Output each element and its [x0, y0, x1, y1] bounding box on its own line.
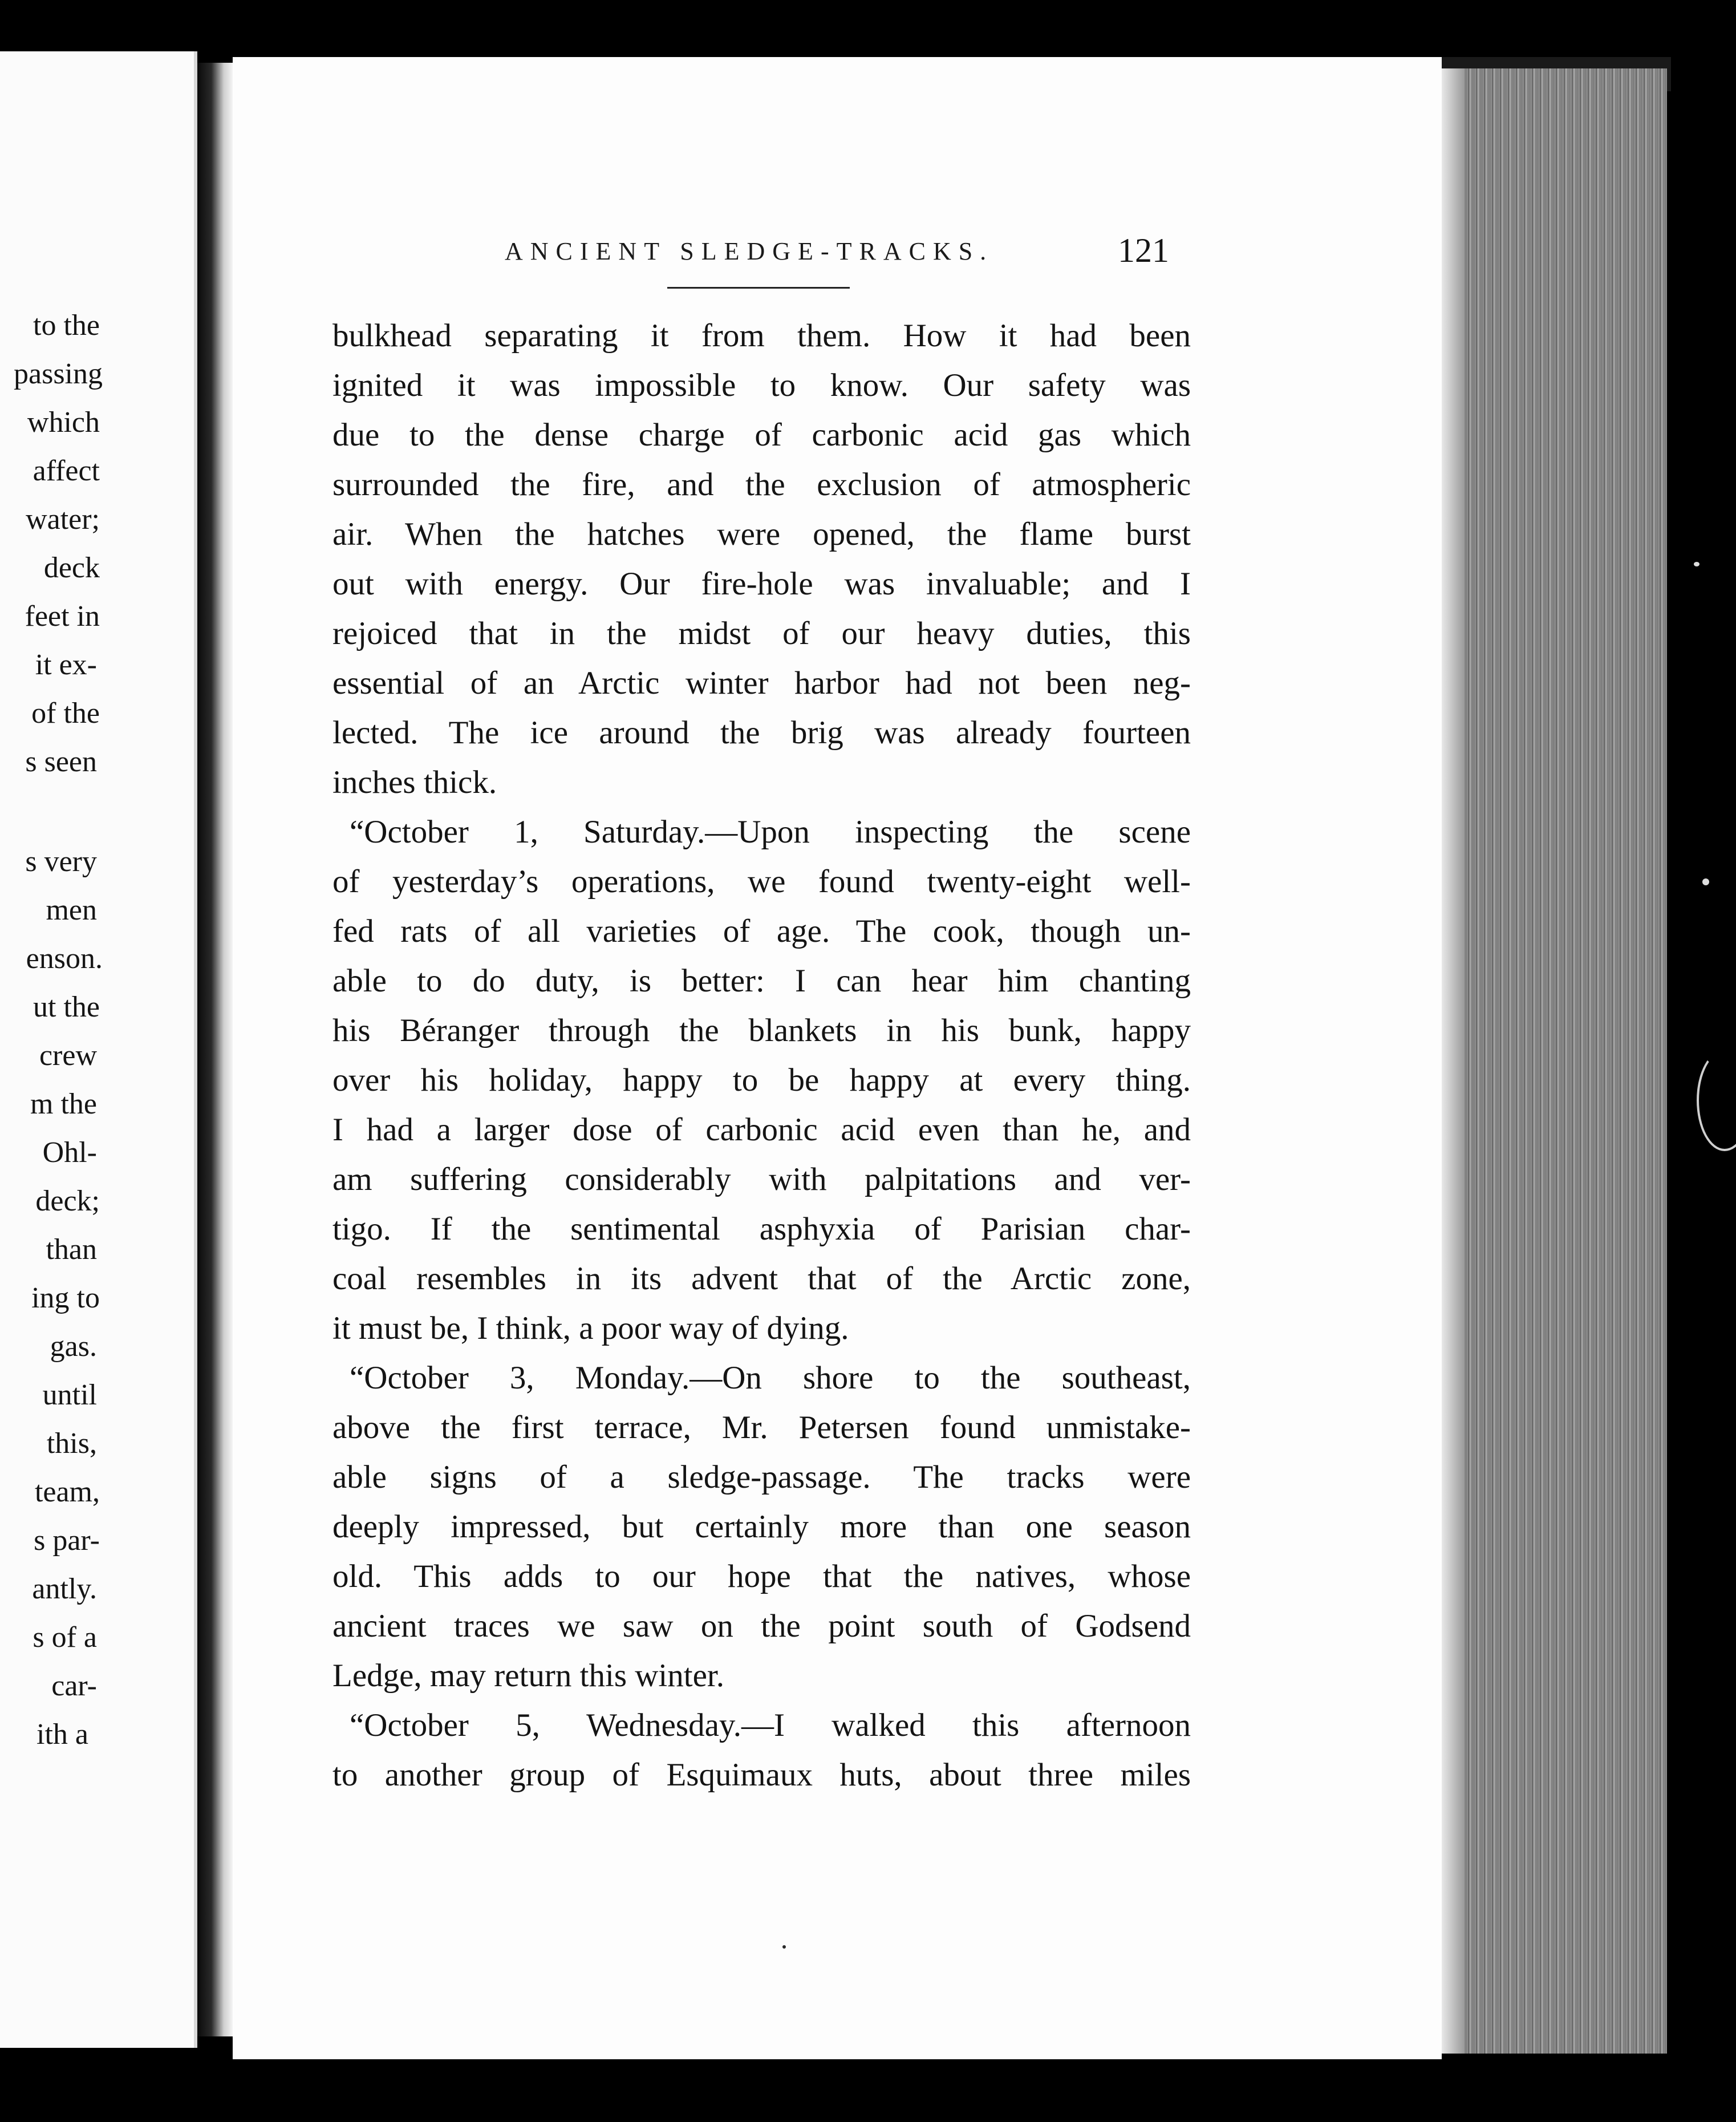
left-page-line: s of a [33, 1621, 97, 1654]
text-line: deeply impressed, but certainly more than one season [332, 1509, 1191, 1545]
left-page-line: to the [33, 309, 100, 342]
running-head: ANCIENT SLEDGE-TRACKS. [505, 237, 994, 265]
scan-speck [782, 1945, 786, 1949]
left-page-line: until [42, 1379, 97, 1411]
page-body-text [332, 311, 1191, 1800]
text-line: to another group of Esquimaux huts, about three miles [332, 1757, 1191, 1793]
left-page-line: enson. [26, 942, 103, 975]
left-page-line: antly. [32, 1573, 97, 1605]
text-line: rejoiced that in the midst of our heavy duties, this [332, 615, 1191, 651]
text-line: lected. The ice around the brig was already fourteen [332, 715, 1191, 751]
left-page-line: water; [26, 503, 100, 536]
left-page-line: team, [34, 1476, 100, 1508]
text-line: tigo. If the sentimental asphyxia of Parisian char- [332, 1211, 1191, 1247]
text-line: I had a larger dose of carbonic acid even than he, and [332, 1112, 1191, 1148]
text-line: of yesterday’s operations, we found twenty-eight well- [332, 864, 1191, 900]
binding-curve [1697, 1050, 1736, 1151]
page-edge-highlight [1442, 68, 1465, 2054]
left-page-line: s very [25, 845, 97, 878]
left-page-line: s par- [34, 1524, 100, 1557]
left-page-line: m the [30, 1088, 97, 1120]
text-line: due to the dense charge of carbonic acid gas which [332, 417, 1191, 453]
text-line: his Béranger through the blankets in his bunk, happy [332, 1013, 1191, 1048]
text-line: ancient traces we saw on the point south of Godsend [332, 1608, 1191, 1644]
left-page-line: men [46, 894, 97, 926]
left-page-line: which [27, 406, 100, 439]
left-page-line: gas. [50, 1330, 97, 1363]
text-line: “October 1, Saturday.—Upon inspecting the scene [350, 814, 1191, 850]
page-block-edge [1442, 68, 1667, 2054]
text-line: am suffering considerably with palpitations and ver- [332, 1161, 1191, 1197]
scan-speck [1694, 562, 1700, 566]
text-line: coal resembles in its advent that of the Arctic zone, [332, 1261, 1191, 1297]
left-page-line: than [46, 1233, 97, 1266]
text-line: Ledge, may return this winter. [332, 1658, 724, 1694]
text-line: out with energy. Our fire-hole was invaluable; and I [332, 566, 1191, 602]
left-page-line: ith a [36, 1718, 88, 1751]
text-line: ignited it was impossible to know. Our safety was [332, 367, 1191, 403]
text-line: old. This adds to our hope that the natives, whose [332, 1558, 1191, 1594]
left-page-line: car- [51, 1670, 97, 1702]
left-page-line: deck; [35, 1185, 100, 1217]
text-line: “October 3, Monday.—On shore to the southeast, [350, 1360, 1191, 1396]
text-line: essential of an Arctic winter harbor had not been neg- [332, 665, 1191, 701]
page-number: 121 [1118, 232, 1169, 269]
text-line: able signs of a sledge-passage. The tracks were [332, 1459, 1191, 1495]
left-page-line: Ohl- [42, 1136, 97, 1169]
left-page-line: this, [46, 1427, 97, 1460]
text-line: fed rats of all varieties of age. The cook, though un- [332, 913, 1191, 949]
left-page-line: crew [39, 1039, 97, 1072]
text-line: bulkhead separating it from them. How it had been [332, 318, 1191, 354]
text-line: air. When the hatches were opened, the flame burst [332, 516, 1191, 552]
book-gutter [197, 63, 233, 2036]
text-line: inches thick. [332, 764, 497, 800]
text-line: surrounded the fire, and the exclusion of atmospheric [332, 467, 1191, 503]
left-page-line: ing to [31, 1282, 100, 1314]
left-page-line: affect [33, 455, 100, 487]
left-facing-page [0, 51, 197, 2048]
left-page-line: passing [14, 358, 103, 390]
left-page-line: ut the [33, 991, 100, 1023]
left-page-line: it ex- [35, 649, 97, 681]
header-rule [667, 287, 850, 289]
text-line: over his holiday, happy to be happy at every thing. [332, 1062, 1191, 1098]
left-page-line: feet in [25, 600, 100, 633]
text-line: able to do duty, is better: I can hear him chanting [332, 963, 1191, 999]
left-page-line: deck [43, 552, 100, 584]
text-line: it must be, I think, a poor way of dying. [332, 1310, 849, 1346]
left-page-line: of the [31, 697, 100, 730]
text-line: “October 5, Wednesday.—I walked this afternoon [350, 1707, 1191, 1743]
left-page-line: s seen [25, 746, 97, 778]
scan-speck [1702, 878, 1709, 885]
text-line: above the first terrace, Mr. Petersen found unmistake- [332, 1410, 1191, 1445]
